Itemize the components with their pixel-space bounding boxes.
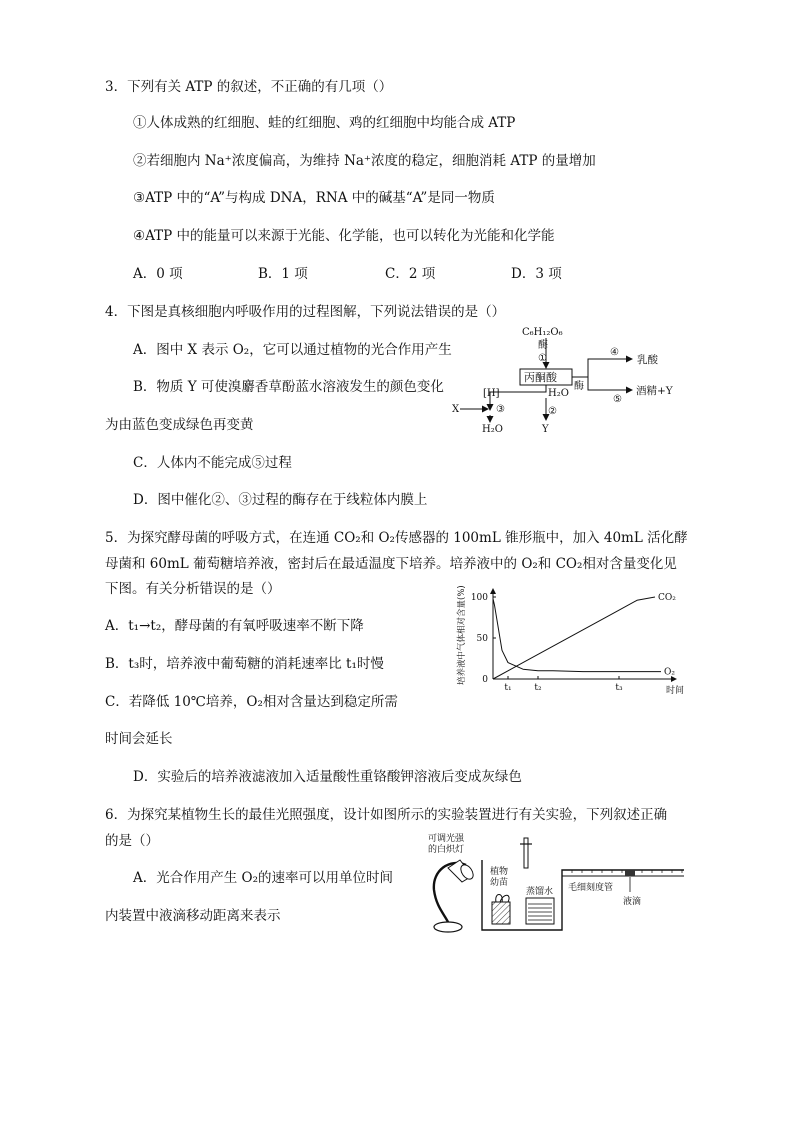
h2o-input-label: H₂O	[548, 388, 569, 399]
q5-option-a: A．t₁→t₂，酵母菌的有氧呼吸速率不断下降	[105, 618, 364, 634]
experiment-apparatus	[420, 830, 690, 940]
plant-label-line1: 植物	[490, 867, 509, 877]
q5-stem-line1: 5．为探究酵母菌的呼吸方式，在连通 CO₂和 O₂传感器的 100mL 锥形瓶中，加入 40mL 活化酵	[105, 530, 688, 546]
q3-statement-2: ②若细胞内 Na⁺浓度偏高，为维持 Na⁺浓度的稳定，细胞消耗 ATP 的量增加	[133, 153, 596, 169]
q3-option-b: B．1 项	[258, 266, 308, 282]
q4-option-b-line2: 为由蓝色变成绿色再变黄	[105, 417, 254, 433]
series-line-1	[493, 599, 661, 672]
q5-option-c-line2: 时间会延长	[105, 731, 173, 747]
step-4-label: ④	[610, 347, 619, 358]
q5-stem-line3: 下图。有关分析错误的是（）	[105, 581, 281, 597]
q3-statement-3: ③ATP 中的“A”与构成 DNA，RNA 中的碱基“A”是同一物质	[133, 190, 495, 206]
q3-option-a: A．0 项	[133, 266, 183, 282]
q5-option-c-line1: C．若降低 10℃培养，O₂相对含量达到稳定所需	[105, 694, 398, 710]
enzyme-label-1: 酶	[538, 340, 548, 351]
q3-statement-1: ①人体成熟的红细胞、蛙的红细胞、鸡的红细胞中均能合成 ATP	[133, 115, 516, 131]
respiration-diagram	[450, 322, 700, 440]
liquid-drop	[625, 870, 635, 876]
pyruvate-label: 丙酮酸	[524, 371, 557, 384]
x-tick-label: t₁	[504, 683, 512, 693]
series-label-0: CO₂	[658, 593, 676, 603]
q3-stem: 3．下列有关 ATP 的叙述，不正确的有几项（）	[105, 79, 393, 95]
alcohol-y-label: 酒精+Y	[636, 385, 673, 397]
gas-content-chart	[448, 585, 693, 697]
q6-option-a-line1: A．光合作用产生 O₂的速率可以用单位时间	[133, 870, 394, 886]
box-outline	[482, 860, 684, 930]
step-5-label: ⑤	[613, 394, 622, 405]
arrow-to-lactic	[572, 359, 632, 377]
valve-tube	[524, 838, 528, 868]
x-tick-label: t₃	[615, 683, 623, 693]
y-tick-label: 100	[470, 593, 488, 603]
x-label: X	[452, 404, 460, 415]
y-tick-label: 0	[482, 675, 488, 685]
q5-option-b: B．t₃时，培养液中葡萄糖的消耗速率比 t₁时慢	[105, 656, 384, 672]
q4-stem: 4．下图是真核细胞内呼吸作用的过程图解，下列说法错误的是（）	[105, 304, 506, 320]
series-label-1: O₂	[664, 667, 675, 678]
lamp-label-line2: 的白炽灯	[428, 845, 465, 855]
q4-option-b-line1: B．物质 Y 可使溴麝香草酚蓝水溶液发生的颜色变化	[133, 379, 444, 395]
lactic-acid-label: 乳酸	[637, 354, 658, 366]
q5-option-d: D．实验后的培养液滤液加入适量酸性重铬酸钾溶液后变成灰绿色	[133, 769, 522, 785]
h-label: [H]	[483, 388, 500, 399]
q5-stem-line2: 母菌和 60mL 葡萄糖培养液，密封后在最适温度下培养。培养液中的 O₂和 CO₂相对含量变化见	[105, 556, 677, 572]
y-tick-label: 50	[476, 634, 488, 644]
glucose-label: C₆H₁₂O₆	[522, 327, 563, 338]
arrow-to-alcohol	[588, 377, 632, 390]
plant-container	[492, 902, 510, 924]
x-tick-label: t₂	[534, 683, 542, 693]
y-axis-label: 培养液中气体相对含量(%)	[457, 585, 467, 685]
x-axis-label: 时间	[666, 686, 685, 696]
q6-option-a-line2: 内装置中液滴移动距离来表示	[105, 908, 281, 924]
q3-option-d: D．3 项	[511, 266, 562, 282]
y-label: Y	[542, 424, 549, 435]
q6-stem-line1: 6．为探究某植物生长的最佳光照强度，设计如图所示的实验装置进行有关实验，下列叙述正确	[105, 807, 668, 823]
q4-option-d: D．图中催化②、③过程的酶存在于线粒体内膜上	[133, 492, 428, 508]
h2o-output-label: H₂O	[482, 424, 503, 435]
q3-statement-4: ④ATP 中的能量可以来源于光能、化学能，也可以转化为光能和化学能	[133, 228, 555, 244]
water-label: 蒸馏水	[526, 887, 554, 897]
lamp-label-line1: 可调光强	[428, 834, 465, 844]
q4-option-c: C．人体内不能完成⑤过程	[133, 455, 292, 471]
q3-option-c: C．2 项	[385, 266, 436, 282]
step-2-label: ②	[548, 406, 557, 417]
plant-label-line2: 幼苗	[490, 878, 509, 888]
tube-label: 毛细刻度管	[568, 883, 614, 893]
drop-label: 液滴	[623, 897, 642, 907]
step-1-label: ①	[538, 353, 547, 364]
enzyme-label-2: 酶	[574, 381, 584, 392]
q6-stem-line2: 的是（）	[105, 833, 159, 849]
q4-option-a: A．图中 X 表示 O₂，它可以通过植物的光合作用产生	[133, 342, 452, 358]
seedling-icon	[496, 895, 509, 903]
step-3-label: ③	[496, 404, 505, 415]
lamp-base	[434, 922, 462, 932]
